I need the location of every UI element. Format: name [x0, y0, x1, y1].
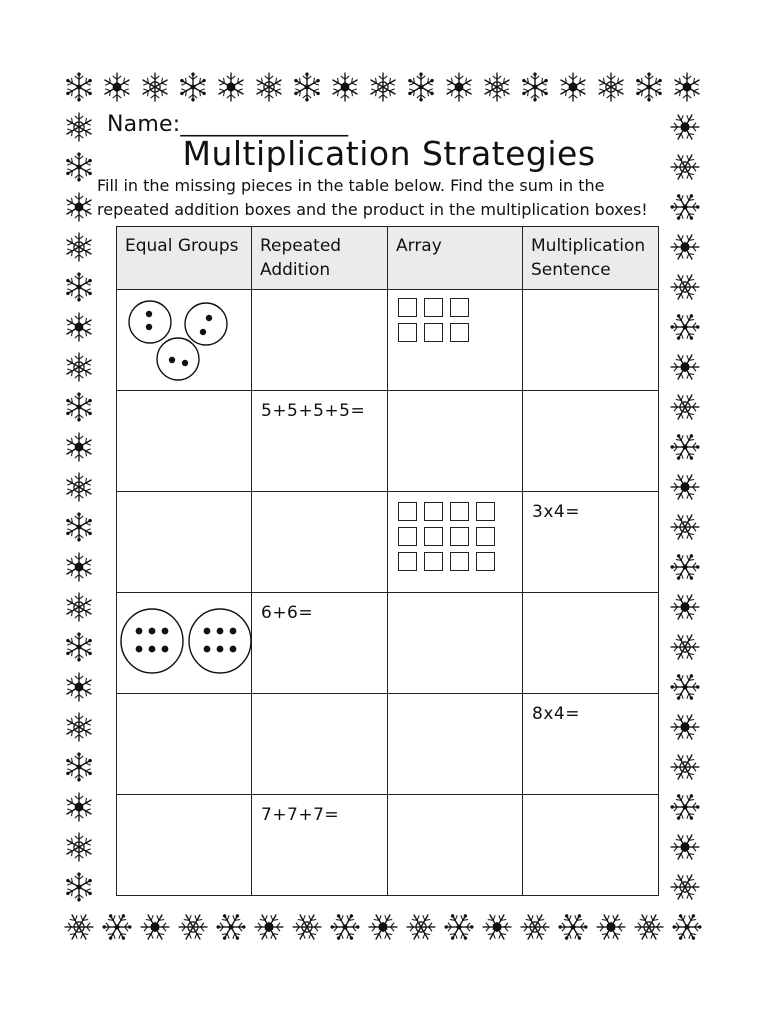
equal-groups-cell[interactable] [117, 492, 252, 593]
snowflake-icon [62, 70, 96, 104]
equal-groups-cell[interactable] [117, 593, 252, 694]
snowflake-icon [62, 670, 96, 704]
equal-groups-three-circles [117, 290, 252, 390]
page-title: Multiplication Strategies [182, 134, 596, 173]
multiplication-sentence-cell[interactable] [523, 290, 659, 391]
snowflake-icon [594, 70, 628, 104]
snowflake-icon [668, 830, 702, 864]
snowflake-icon [62, 510, 96, 544]
snowflake-icon [668, 470, 702, 504]
snowflake-icon [252, 70, 286, 104]
snowflake-icon [100, 70, 134, 104]
snowflake-icon [668, 310, 702, 344]
snowflake-icon [668, 870, 702, 904]
snowflake-icon [668, 750, 702, 784]
snowflake-icon [62, 190, 96, 224]
column-header-repeated-addition: Repeated Addition [252, 227, 388, 290]
instructions: Fill in the missing pieces in the table below. Find the sum in the repeated addition boxes and the product in the multiplication boxes! [97, 176, 648, 219]
snowflake-icon [668, 510, 702, 544]
multiplication-sentence-cell[interactable] [523, 795, 659, 896]
multiplication-sentence-text: 3x4= [532, 502, 580, 522]
column-header-array: Array [388, 227, 523, 290]
equal-groups-cell[interactable] [117, 795, 252, 896]
snowflake-icon [62, 750, 96, 784]
snowflake-icon [62, 870, 96, 904]
repeated-addition-cell[interactable] [252, 492, 388, 593]
equal-groups-cell[interactable] [117, 391, 252, 492]
equal-groups-cell[interactable] [117, 694, 252, 795]
snowflake-icon [176, 910, 210, 944]
snowflake-icon [252, 910, 286, 944]
snowflake-icon [290, 70, 324, 104]
table-row [117, 492, 659, 593]
table-row [117, 290, 659, 391]
snowflake-icon [138, 70, 172, 104]
snowflake-icon [518, 70, 552, 104]
snowflake-icon [62, 430, 96, 464]
snowflake-icon [62, 270, 96, 304]
repeated-addition-cell[interactable] [252, 290, 388, 391]
array-2-by-3 [398, 298, 470, 342]
strategies-table [116, 226, 659, 896]
snowflake-icon [668, 230, 702, 264]
multiplication-sentence-text: 8x4= [532, 704, 580, 724]
snowflake-icon [62, 550, 96, 584]
array-cell[interactable] [388, 795, 523, 896]
snowflake-icon [62, 790, 96, 824]
table-row [117, 593, 659, 694]
equal-groups-two-circles [117, 593, 252, 693]
snowflake-icon [480, 910, 514, 944]
snowflake-icon [670, 70, 704, 104]
snowflake-icon [556, 70, 590, 104]
snowflake-icon [668, 670, 702, 704]
snowflake-icon [214, 70, 248, 104]
array-cell[interactable] [388, 391, 523, 492]
snowflake-icon [62, 230, 96, 264]
multiplication-sentence-cell[interactable] [523, 492, 659, 593]
snowflake-icon [62, 590, 96, 624]
snowflake-icon [668, 350, 702, 384]
multiplication-sentence-cell[interactable] [523, 391, 659, 492]
snowflake-icon [62, 310, 96, 344]
multiplication-sentence-cell[interactable] [523, 593, 659, 694]
snowflake-icon [62, 710, 96, 744]
repeated-addition-text: 5+5+5+5= [261, 401, 366, 421]
repeated-addition-text: 7+7+7= [261, 805, 340, 825]
snowflake-icon [442, 910, 476, 944]
snowflake-icon [670, 910, 704, 944]
snowflake-icon [62, 830, 96, 864]
snowflake-icon [668, 550, 702, 584]
snowflake-icon [556, 910, 590, 944]
snowflake-icon [668, 270, 702, 304]
snowflake-icon [632, 70, 666, 104]
table-row [117, 694, 659, 795]
snowflake-icon [366, 910, 400, 944]
repeated-addition-cell[interactable] [252, 391, 388, 492]
snowflake-icon [442, 70, 476, 104]
repeated-addition-cell[interactable] [252, 795, 388, 896]
snowflake-icon [328, 70, 362, 104]
snowflake-icon [214, 910, 248, 944]
snowflake-icon [668, 710, 702, 744]
name-field-label: Name:_______________ [107, 112, 349, 137]
array-cell[interactable] [388, 694, 523, 795]
multiplication-sentence-cell[interactable] [523, 694, 659, 795]
repeated-addition-cell[interactable] [252, 593, 388, 694]
snowflake-icon [62, 390, 96, 424]
snowflake-icon [62, 910, 96, 944]
snowflake-icon [62, 350, 96, 384]
snowflake-icon [668, 790, 702, 824]
repeated-addition-cell[interactable] [252, 694, 388, 795]
array-3-by-4 [398, 502, 496, 571]
snowflake-icon [480, 70, 514, 104]
snowflake-icon [404, 70, 438, 104]
snowflake-icon [518, 910, 552, 944]
snowflake-icon [668, 630, 702, 664]
snowflake-icon [290, 910, 324, 944]
table-header-row [117, 227, 659, 290]
snowflake-icon [62, 630, 96, 664]
snowflake-icon [668, 590, 702, 624]
table-row [117, 795, 659, 896]
snowflake-icon [404, 910, 438, 944]
column-header-multiplication-sentence: Multiplication Sentence [523, 227, 659, 290]
snowflake-icon [632, 910, 666, 944]
snowflake-icon [594, 910, 628, 944]
table-row [117, 391, 659, 492]
array-cell[interactable] [388, 593, 523, 694]
column-header-equal-groups: Equal Groups [117, 227, 252, 290]
equal-groups-cell[interactable] [117, 290, 252, 391]
snowflake-icon [366, 70, 400, 104]
array-cell[interactable] [388, 492, 523, 593]
snowflake-icon [176, 70, 210, 104]
array-cell[interactable] [388, 290, 523, 391]
repeated-addition-text: 6+6= [261, 603, 314, 623]
snowflake-icon [100, 910, 134, 944]
snowflake-icon [328, 910, 362, 944]
snowflake-icon [668, 390, 702, 424]
snowflake-icon [668, 430, 702, 464]
snowflake-icon [138, 910, 172, 944]
snowflake-icon [62, 470, 96, 504]
